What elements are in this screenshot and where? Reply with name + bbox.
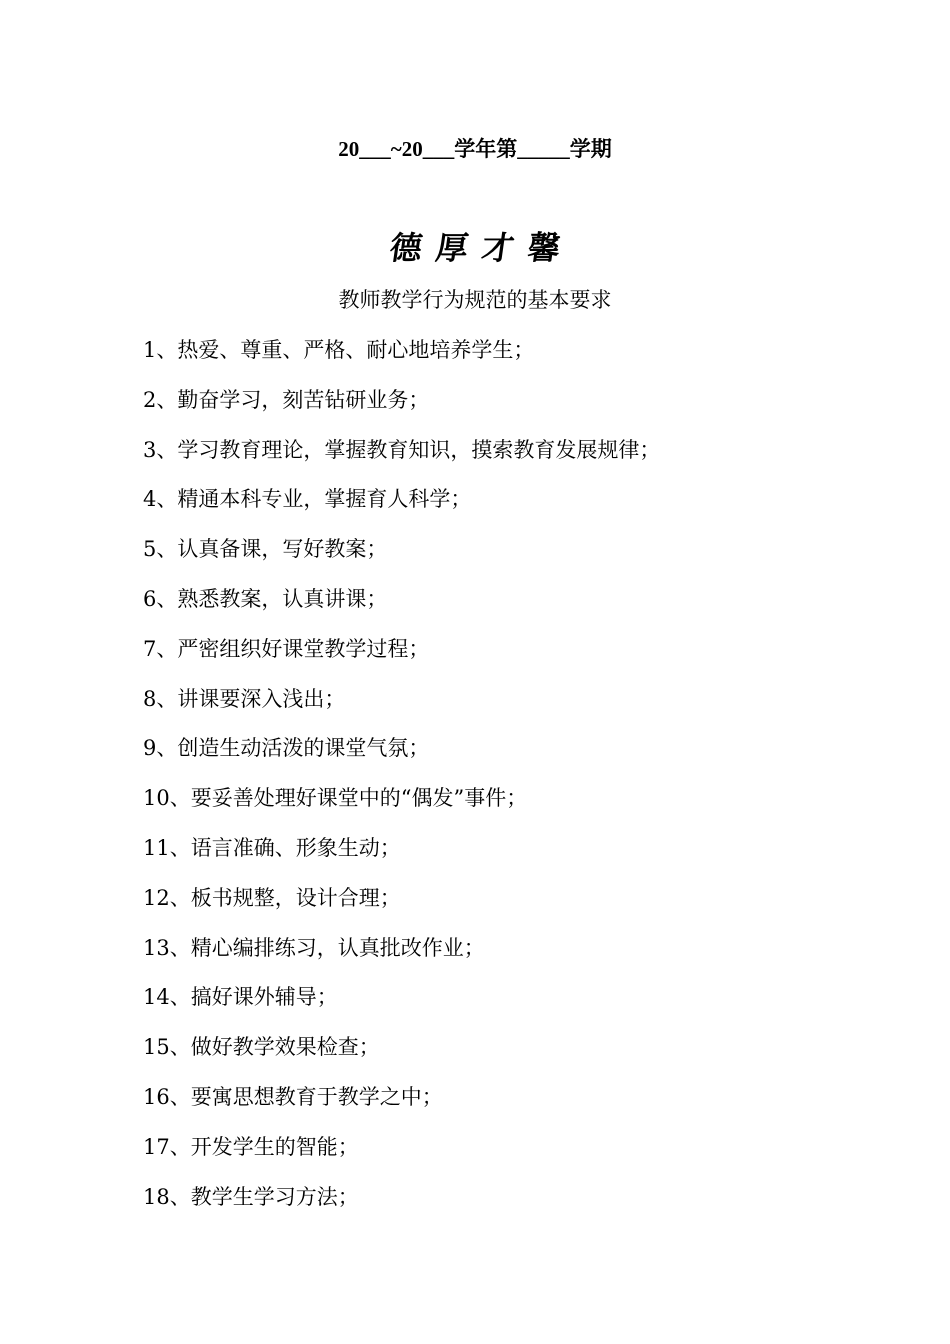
- rule-item: 1、热爱、尊重、严格、耐心地培养学生；: [143, 338, 535, 362]
- rule-item: 15、做好教学效果检查；: [143, 1035, 380, 1060]
- rule-item: 14、搞好课外辅导；: [143, 985, 338, 1010]
- rule-item: 2、勤奋学习，刻苦钻研业务；: [143, 387, 430, 412]
- rule-item: 12、板书规整，设计合理；: [143, 885, 401, 910]
- rule-item: 10、要妥善处理好课堂中的“偶发”事件；: [143, 786, 528, 811]
- rule-item: 6、熟悉教案，认真讲课；: [143, 586, 388, 611]
- rule-item: 5、认真备课，写好教案；: [143, 537, 388, 562]
- semester-line: 20___~20___学年第_____学期: [338, 137, 612, 161]
- document-subtitle: 教师教学行为规范的基本要求: [338, 288, 612, 312]
- rule-item: 8、讲课要深入浅出；: [143, 686, 346, 711]
- rule-item: 11、语言准确、形象生动；: [143, 835, 401, 860]
- rules-list: [143, 333, 903, 1229]
- rule-item: 17、开发学生的智能；: [143, 1134, 359, 1159]
- rule-item: 16、要寓思想教育于教学之中；: [143, 1084, 443, 1109]
- rule-item: 3、学习教育理论，掌握教育知识，摸索教育发展规律；: [143, 437, 661, 462]
- rule-item: 9、创造生动活泼的课堂气氛；: [143, 736, 430, 761]
- rule-item: 7、严密组织好课堂教学过程；: [143, 636, 430, 661]
- rule-item: 13、精心编排练习，认真批改作业；: [143, 935, 485, 960]
- rule-item: 18、教学生学习方法；: [143, 1184, 359, 1209]
- rule-item: 4、精通本科专业，掌握育人科学；: [143, 487, 472, 512]
- motto-title: 德厚才馨: [387, 229, 577, 267]
